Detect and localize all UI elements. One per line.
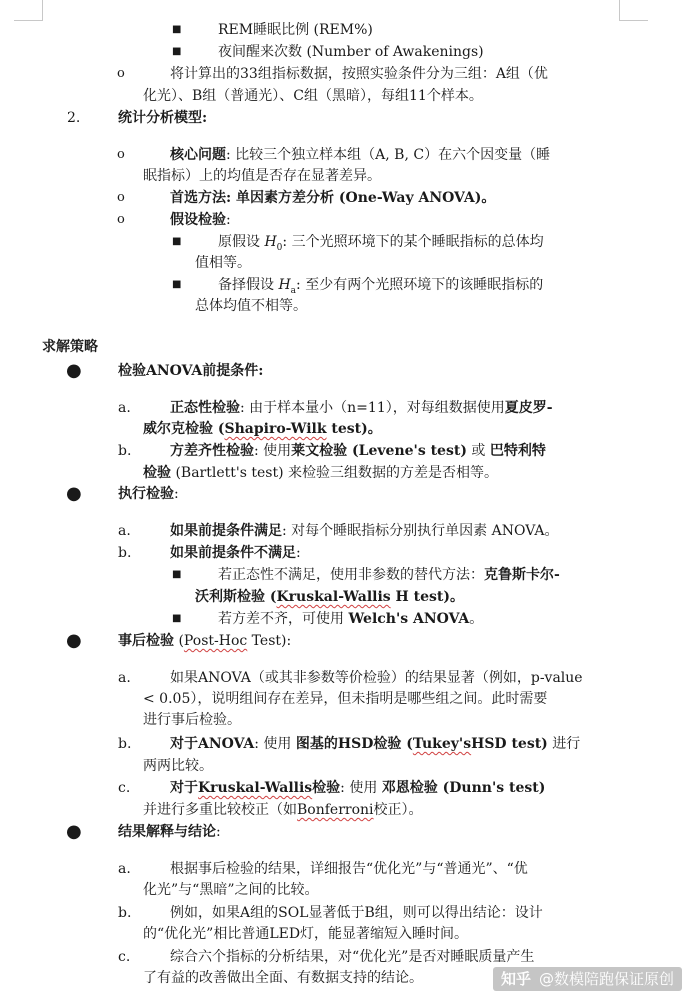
item2-colon: :	[174, 486, 179, 502]
dunn-term: 邓恩检验 (Dunn's test)	[381, 780, 546, 796]
item1b-line1	[170, 441, 546, 461]
square-bullet-icon: ■	[172, 279, 182, 290]
square-bullet-icon: ■	[172, 613, 182, 624]
item2-title: 执行检验	[118, 486, 174, 502]
post-hoc-term: Post-Hoc	[183, 633, 248, 649]
item3b-line2: 两两比较。	[143, 758, 213, 774]
dunn-correction-text: 并进行多重比较校正（如	[143, 802, 297, 818]
item3-end: Test):	[247, 633, 292, 649]
null-hypothesis-line1	[218, 232, 544, 258]
grouping-text-line2: 化光）、B组（普通光）、C组（黑暗），每组11个样本。	[143, 88, 483, 104]
item1a-line2	[143, 419, 382, 439]
alt-hypothesis-text: : 至少有两个光照环境下的该睡眠指标的	[296, 277, 544, 293]
item1a-line1	[170, 398, 553, 418]
circle-bullet-icon: o	[117, 66, 125, 81]
kruskal-end: H test)。	[390, 589, 464, 605]
item3-title-line	[118, 631, 291, 651]
item3a-line3: 进行事后检验。	[143, 712, 241, 728]
method-line	[170, 188, 495, 208]
kruskal-wallis-term: Kruskal-Wallis	[276, 589, 391, 605]
method-text: : 单因素方差分析 (One-Way ANOVA)。	[226, 190, 496, 206]
null-hypothesis-prefix: 原假设	[218, 234, 265, 250]
item1b-line2	[143, 463, 498, 483]
h0-subscript: 0	[276, 242, 283, 253]
shapiro-bold-part1: 夏皮罗-	[504, 400, 553, 416]
zhihu-watermark	[493, 967, 682, 991]
tukey-term: Tukey's	[412, 736, 472, 752]
core-question-text: : 比较三个独立样本组（A, B, C）在六个因变量（睡	[226, 147, 551, 163]
method-label: 首选方法	[170, 190, 226, 206]
alt-hypothesis-prefix: 备择假设	[218, 277, 279, 293]
alt-hypothesis-line2: 总体均值不相等。	[195, 298, 307, 314]
tukey-end: 进行	[547, 736, 581, 752]
dunn-correction-end: 校正）。	[373, 802, 423, 818]
bullet-rem-ratio: REM睡眠比例 (REM%)	[218, 22, 373, 38]
zhihu-logo: 知乎	[500, 970, 531, 988]
kruskal-line2	[195, 587, 464, 607]
kruskal-bold-part1: 克鲁斯卡尔-	[484, 567, 560, 583]
item1-title: 检验ANOVA前提条件:	[118, 363, 264, 379]
tukey-bold-part2: HSD test)	[471, 736, 548, 752]
item4a-line1: 根据事后检验的结果，详细报告“优化光”与“普通光”、“优	[170, 861, 528, 877]
item3-paren: (	[174, 633, 184, 649]
welch-end: 。	[469, 611, 484, 627]
bartlett-rest: (Bartlett's test) 来检验三组数据的方差是否相等。	[171, 465, 498, 481]
item3c-line1	[170, 778, 545, 798]
null-hypothesis-text: : 三个光照环境下的某个睡眠指标的总体均	[282, 234, 544, 250]
watermark-author: @数模陪跑保证原创	[538, 970, 674, 988]
item4-colon: :	[216, 824, 221, 840]
ha-subscript: a	[290, 285, 297, 296]
bullet-icon: ●	[66, 630, 82, 651]
square-bullet-icon: ■	[172, 569, 182, 580]
assumptions-unmet-colon: :	[296, 545, 301, 561]
assumptions-met-text: : 对每个睡眠指标分别执行单因素 ANOVA。	[282, 523, 559, 539]
item2b-line	[170, 543, 301, 563]
square-bullet-icon: ■	[172, 46, 182, 57]
h0-symbol: H	[264, 234, 277, 250]
item3a-line2: < 0.05），说明组间存在差异，但未指明是哪些组之间。此时需要	[143, 691, 548, 707]
null-hypothesis-line2: 值相等。	[195, 255, 251, 271]
marker-a: a.	[118, 670, 131, 686]
marker-a: a.	[118, 400, 131, 416]
kruskal-line1	[218, 565, 560, 585]
item4a-line2: 化光”与“黑暗”之间的比较。	[143, 882, 319, 898]
item3b-line1	[170, 734, 580, 754]
shapiro-wilk-term: Shapiro-Wilk	[224, 421, 327, 437]
dunn-test-word: 检验	[312, 780, 341, 796]
core-question-line2: 眠指标）上的均值是否存在显著差异。	[143, 168, 381, 184]
bullet-icon: ●	[66, 360, 82, 381]
marker-c: c.	[118, 780, 131, 796]
bullet-awakenings: 夜间醒来次数 (Number of Awakenings)	[218, 44, 484, 60]
hypothesis-label: 假设检验	[170, 212, 226, 228]
or-word: 或	[466, 443, 490, 459]
marker-b: b.	[118, 545, 132, 561]
shapiro-end: test)。	[326, 421, 382, 437]
item2-title-line	[118, 484, 179, 504]
marker-b: b.	[118, 905, 132, 921]
ha-symbol: H	[278, 277, 291, 293]
item4b-line1: 例如，如果A组的SOL显著低于B组，则可以得出结论：设计	[170, 905, 543, 921]
shapiro-bold-part2: 威尔克检验	[143, 421, 213, 437]
section-title: 统计分析模型:	[118, 110, 208, 126]
circle-bullet-icon: o	[117, 190, 125, 205]
item4c-line1: 综合六个指标的分析结果，对“优化光”是否对睡眠质量产生	[170, 949, 535, 965]
welch-text: 若方差不齐，可使用	[218, 611, 349, 627]
circle-bullet-icon: o	[117, 147, 125, 162]
marker-b: b.	[118, 443, 132, 459]
hypothesis-line	[170, 210, 231, 230]
strategy-heading: 求解策略	[42, 339, 98, 355]
item3-title: 事后检验	[118, 633, 174, 649]
shapiro-paren: (	[213, 421, 225, 437]
kruskal-bold-part2: 沃利斯检验	[195, 589, 265, 605]
section-number: 2.	[67, 110, 81, 126]
tukey-for-anova: 对于ANOVA	[170, 736, 255, 752]
marker-b: b.	[118, 736, 132, 752]
bartlett-cn-part1: 巴特利特	[489, 443, 546, 459]
square-bullet-icon: ■	[172, 236, 182, 247]
bonferroni-term: Bonferroni	[297, 802, 374, 818]
grouping-text-line1: 将计算出的33组指标数据，按照实验条件分为三组：A组（优	[170, 66, 548, 82]
welch-line	[218, 609, 483, 629]
circle-bullet-icon: o	[117, 212, 125, 227]
marker-a: a.	[118, 523, 131, 539]
tukey-use: : 使用	[254, 736, 296, 752]
dunn-kw-term: Kruskal-Wallis	[198, 780, 313, 796]
page-corner-mark-right	[619, 0, 648, 21]
item2a-line	[170, 521, 558, 541]
core-question-label: 核心问题	[170, 147, 226, 163]
bullet-icon: ●	[66, 821, 82, 842]
hypothesis-colon: :	[226, 212, 231, 228]
core-question-line1	[170, 145, 550, 165]
dunn-for: 对于	[170, 780, 198, 796]
bullet-icon: ●	[66, 483, 82, 504]
page-corner-mark-left	[14, 0, 43, 21]
item4b-line2: 的“优化光”相比普通LED灯，能显著缩短入睡时间。	[143, 926, 469, 942]
item3c-line2	[143, 800, 423, 820]
assumptions-met-label: 如果前提条件满足	[170, 523, 282, 539]
item4-title: 结果解释与结论	[118, 824, 216, 840]
kruskal-paren: (	[265, 589, 277, 605]
levene-term: 莱文检验 (Levene's test)	[291, 443, 467, 459]
normality-label: 正态性检验	[170, 400, 240, 416]
item3a-line1: 如果ANOVA（或其非参数等价检验）的结果显著（例如，p-value	[170, 670, 583, 686]
variance-label: 方差齐性检验	[170, 443, 254, 459]
item4c-line2: 了有益的改善做出全面、有数据支持的结论。	[143, 970, 423, 986]
variance-text: : 使用	[254, 443, 292, 459]
bartlett-cn-part2: 检验	[143, 465, 171, 481]
marker-c: c.	[118, 949, 131, 965]
kruskal-text: 若正态性不满足，使用非参数的替代方法：	[218, 567, 484, 583]
tukey-bold-part1: 图基的HSD检验 (	[295, 736, 413, 752]
marker-a: a.	[118, 861, 131, 877]
normality-text: : 由于样本量小（n=11），对每组数据使用	[240, 400, 505, 416]
item4-title-line	[118, 822, 221, 842]
square-bullet-icon: ■	[172, 24, 182, 35]
dunn-use: : 使用	[340, 780, 382, 796]
assumptions-unmet-label: 如果前提条件不满足	[170, 545, 296, 561]
welch-term: Welch's ANOVA	[348, 611, 470, 627]
